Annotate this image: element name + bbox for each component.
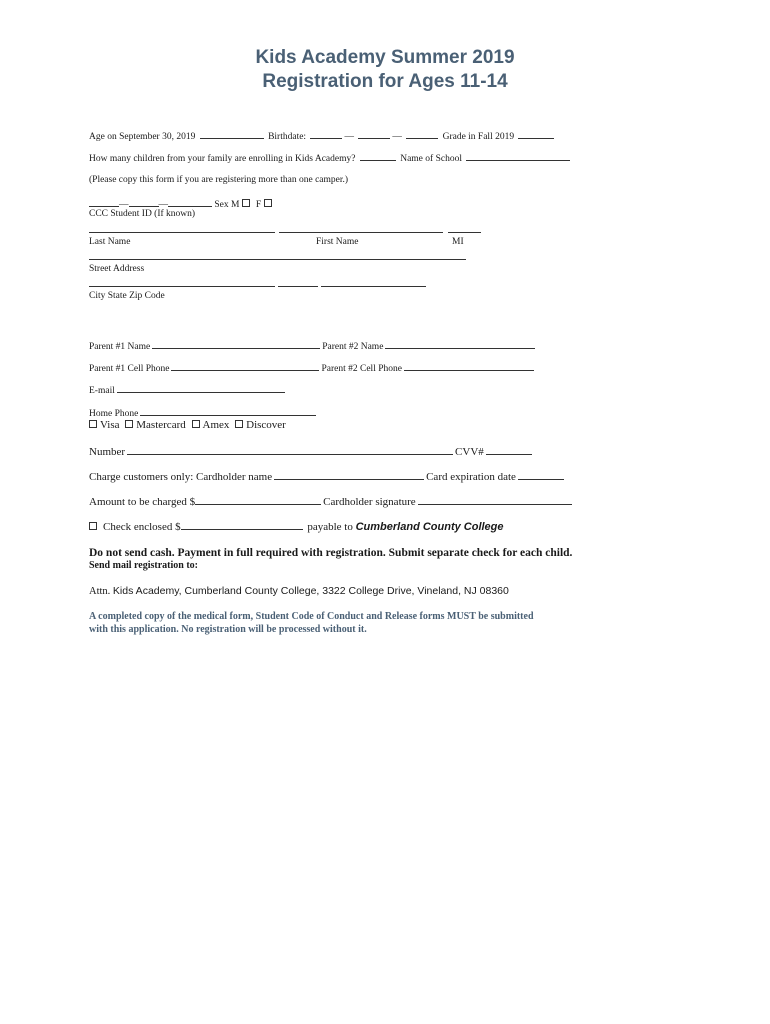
grade-field[interactable] bbox=[518, 129, 554, 139]
sex-label: Sex M bbox=[214, 200, 240, 210]
amount-label: Amount to be charged $ bbox=[89, 496, 196, 508]
dash: — bbox=[344, 132, 354, 142]
parent-name-row bbox=[89, 339, 537, 353]
check-enclosed-checkbox[interactable] bbox=[89, 522, 97, 530]
mastercard-checkbox[interactable] bbox=[125, 420, 133, 428]
children-row bbox=[89, 151, 572, 165]
amount-field[interactable] bbox=[195, 493, 321, 505]
expiration-field[interactable] bbox=[518, 468, 564, 480]
birth-month-field[interactable] bbox=[310, 129, 342, 139]
dash: — bbox=[119, 200, 129, 210]
mi-field[interactable] bbox=[448, 232, 481, 233]
form-subtitle: Registration for Ages 11-14 bbox=[262, 71, 508, 92]
age-row bbox=[89, 129, 556, 143]
cash-notice: Do not send cash. Payment in full required with registration. Submit separate check for each child. bbox=[89, 547, 573, 559]
school-field[interactable] bbox=[466, 151, 570, 161]
cvv-label: CVV# bbox=[455, 446, 484, 458]
copy-note: (Please copy this form if you are registering more than one camper.) bbox=[89, 175, 349, 185]
age-field[interactable] bbox=[200, 129, 264, 139]
mail-address: Kids Academy, Cumberland County College, 3322 College Drive, Vineland, NJ 08360 bbox=[112, 585, 509, 597]
last-name-label: Last Name bbox=[89, 237, 131, 247]
check-label: Check enclosed $ bbox=[103, 521, 181, 533]
city-field[interactable] bbox=[89, 286, 275, 287]
parent1-cell-field[interactable] bbox=[171, 361, 319, 371]
parent1-name-label: Parent #1 Name bbox=[89, 342, 151, 352]
state-field[interactable] bbox=[278, 286, 318, 287]
children-count-field[interactable] bbox=[360, 151, 396, 161]
parent-cell-row bbox=[89, 361, 536, 375]
parent2-cell-field[interactable] bbox=[404, 361, 534, 371]
student-id-part1-field[interactable] bbox=[89, 197, 119, 207]
street-label: Street Address bbox=[89, 264, 145, 274]
birthdate-label: Birthdate: bbox=[268, 132, 307, 142]
discover-checkbox[interactable] bbox=[235, 420, 243, 428]
payee-name: Cumberland County College bbox=[355, 521, 504, 533]
student-id-part2-field[interactable] bbox=[129, 197, 159, 207]
card-number-row bbox=[89, 443, 534, 459]
birth-year-field[interactable] bbox=[406, 129, 438, 139]
mi-label: MI bbox=[452, 237, 464, 247]
amount-row bbox=[89, 493, 574, 509]
parent2-name-label: Parent #2 Name bbox=[322, 342, 384, 352]
sex-f-label: F bbox=[255, 200, 262, 210]
zip-field[interactable] bbox=[321, 286, 426, 287]
grade-label: Grade in Fall 2019 bbox=[442, 132, 515, 142]
dash: — bbox=[392, 132, 402, 142]
card-number-field[interactable] bbox=[127, 443, 453, 455]
visa-label: Visa bbox=[100, 419, 120, 431]
age-label: Age on September 30, 2019 bbox=[89, 132, 196, 142]
send-mail-label: Send mail registration to: bbox=[89, 560, 198, 571]
cvv-field[interactable] bbox=[486, 443, 532, 455]
dash: — bbox=[158, 200, 168, 210]
parent2-cell-label: Parent #2 Cell Phone bbox=[321, 364, 402, 374]
home-phone-label: Home Phone bbox=[89, 409, 139, 419]
school-label: Name of School bbox=[400, 154, 462, 164]
card-number-label: Number bbox=[89, 446, 126, 458]
signature-label: Cardholder signature bbox=[323, 496, 416, 508]
check-amount-field[interactable] bbox=[181, 518, 303, 530]
discover-label: Discover bbox=[246, 419, 286, 431]
city-label: City State Zip Code bbox=[89, 291, 165, 301]
mail-address-row bbox=[89, 585, 509, 598]
card-type-row bbox=[89, 418, 286, 432]
cardholder-row bbox=[89, 468, 566, 484]
email-row bbox=[89, 383, 287, 397]
parent1-name-field[interactable] bbox=[152, 339, 320, 349]
form-title: Kids Academy Summer 2019 bbox=[255, 47, 515, 68]
amex-label: Amex bbox=[202, 419, 230, 431]
cardholder-field[interactable] bbox=[274, 468, 424, 480]
parent1-cell-label: Parent #1 Cell Phone bbox=[89, 364, 170, 374]
cardholder-label: Charge customers only: Cardholder name bbox=[89, 471, 273, 483]
expiration-label: Card expiration date bbox=[426, 471, 516, 483]
signature-field[interactable] bbox=[418, 493, 572, 505]
completed-notice-line2: with this application. No registration will be processed without it. bbox=[89, 624, 367, 635]
visa-checkbox[interactable] bbox=[89, 420, 97, 428]
home-phone-field[interactable] bbox=[140, 406, 316, 416]
last-name-field[interactable] bbox=[89, 232, 275, 233]
student-id-label: CCC Student ID (If known) bbox=[89, 209, 196, 219]
street-field[interactable] bbox=[89, 259, 466, 260]
first-name-label: First Name bbox=[316, 237, 359, 247]
payable-label: payable to bbox=[307, 521, 353, 533]
children-label: How many children from your family are enrolling in Kids Academy? bbox=[89, 154, 356, 164]
student-id-part3-field[interactable] bbox=[168, 197, 212, 207]
first-name-field[interactable] bbox=[279, 232, 443, 233]
birth-day-field[interactable] bbox=[358, 129, 390, 139]
sex-m-checkbox[interactable] bbox=[242, 199, 250, 207]
amex-checkbox[interactable] bbox=[192, 420, 200, 428]
attn-label: Attn. bbox=[89, 586, 111, 597]
sex-f-checkbox[interactable] bbox=[264, 199, 272, 207]
email-field[interactable] bbox=[117, 383, 285, 393]
parent2-name-field[interactable] bbox=[385, 339, 535, 349]
email-label: E-mail bbox=[89, 386, 115, 396]
completed-notice-line1: A completed copy of the medical form, Student Code of Conduct and Release forms MUST be submitted bbox=[89, 611, 534, 622]
check-row bbox=[89, 518, 504, 534]
mastercard-label: Mastercard bbox=[136, 419, 186, 431]
